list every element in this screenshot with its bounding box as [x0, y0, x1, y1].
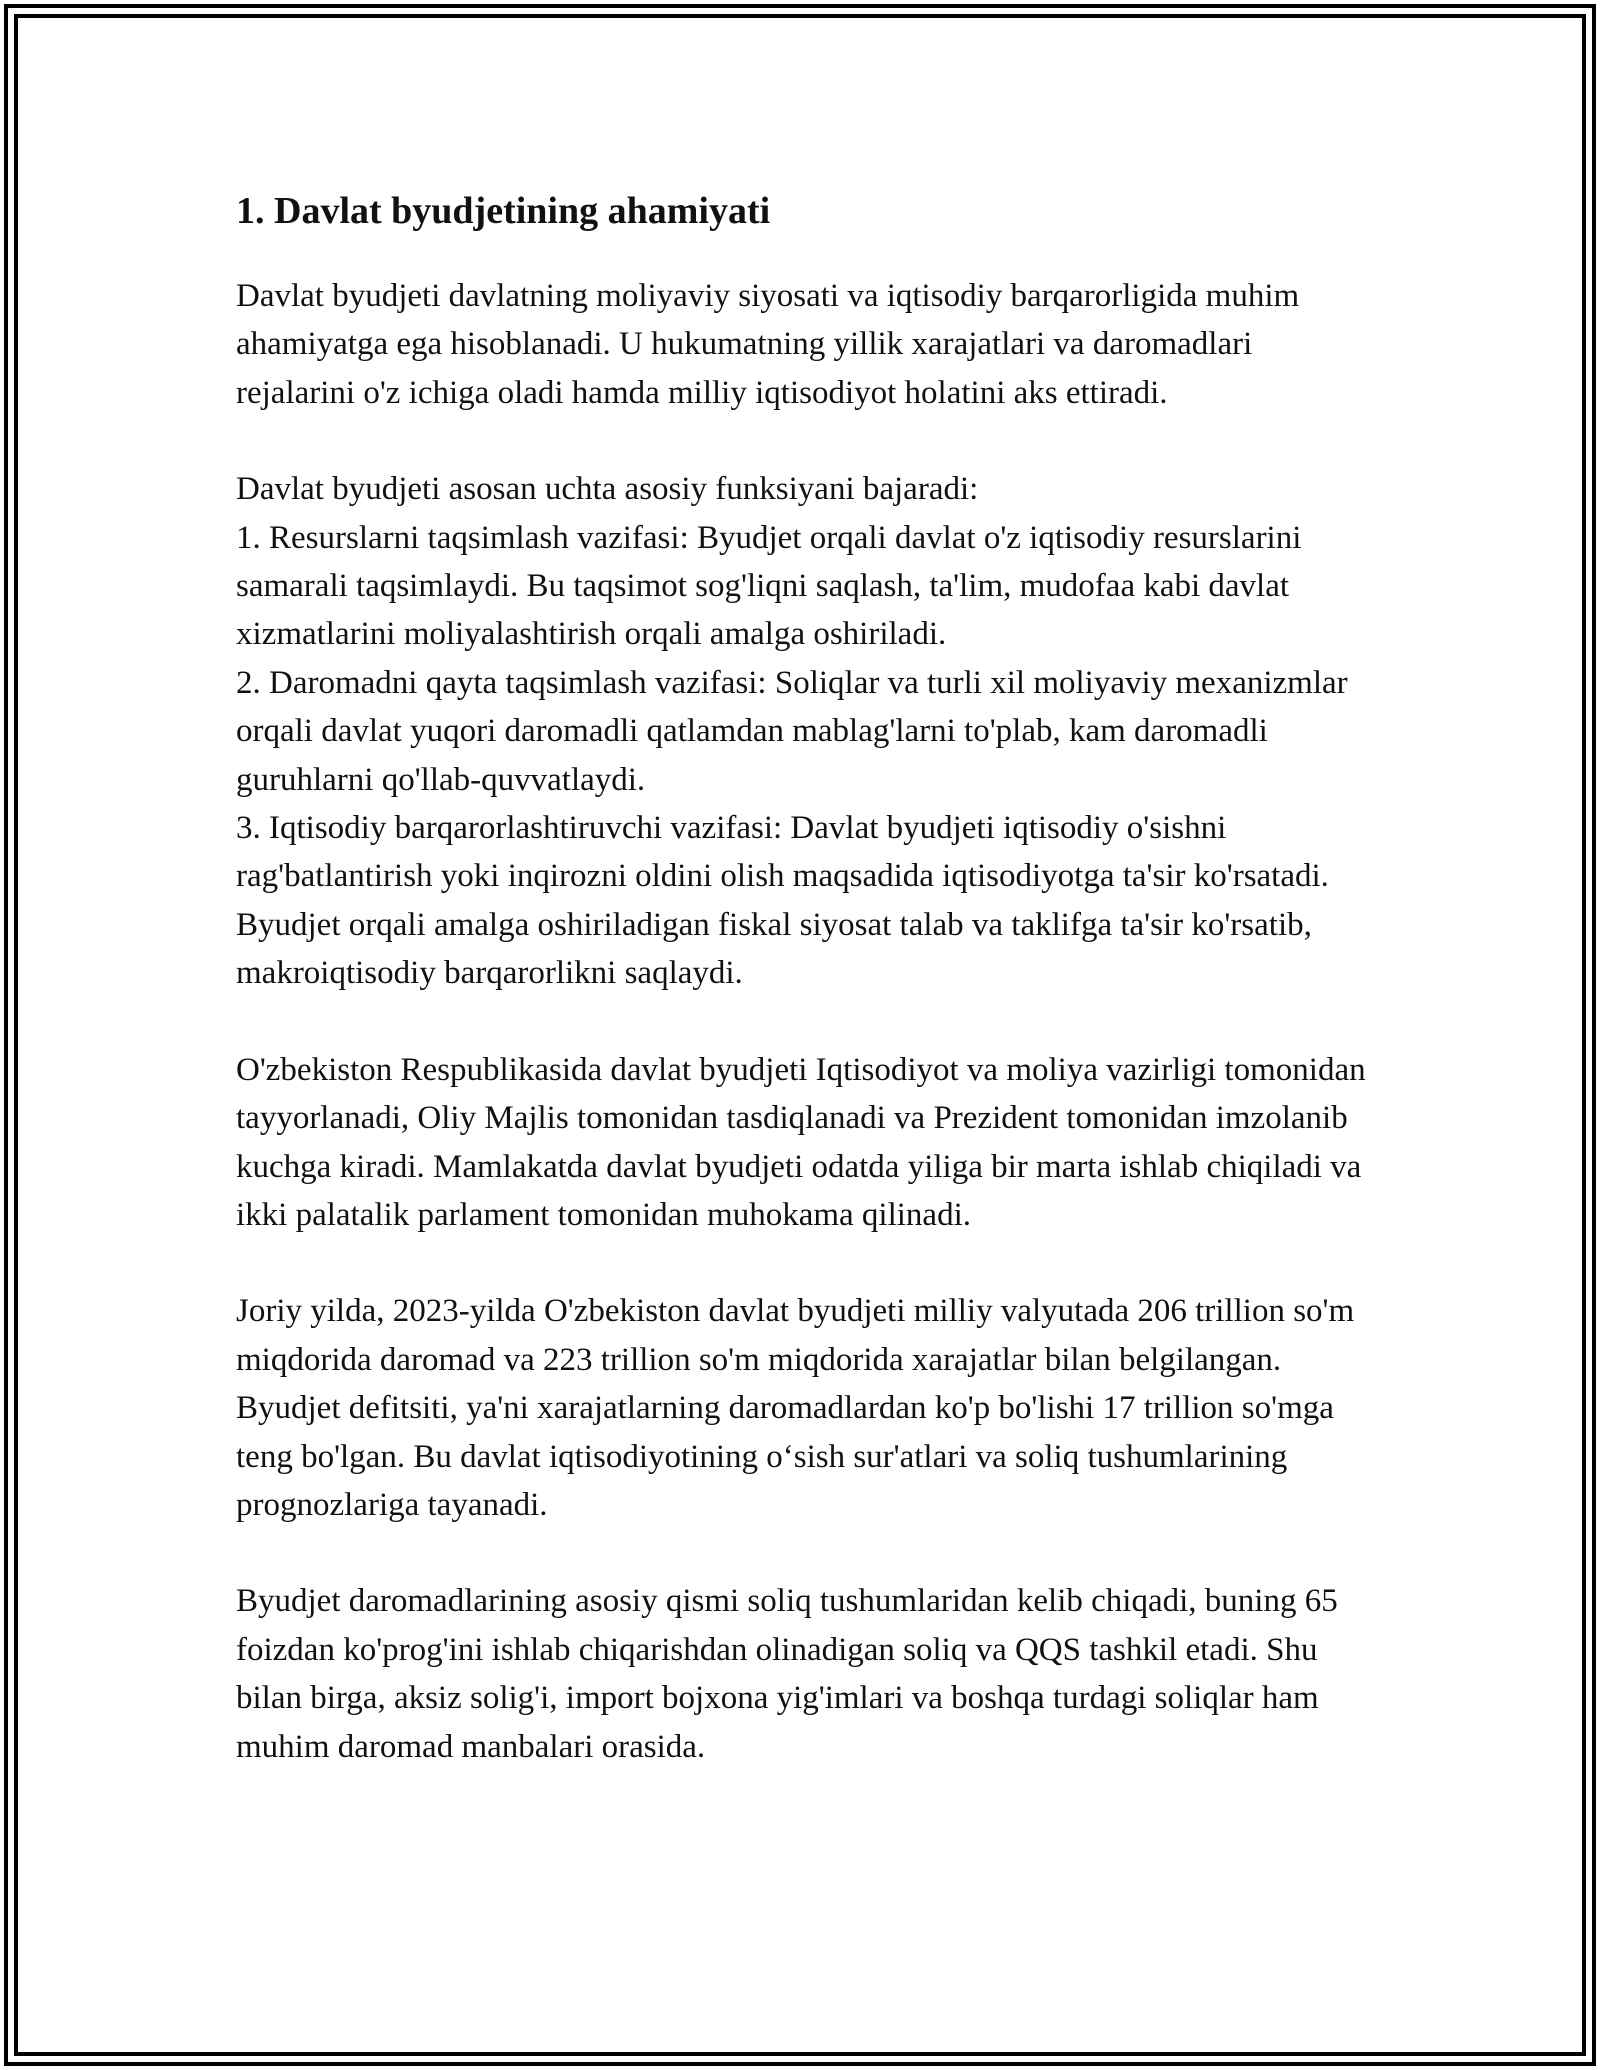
- document-body: [236, 186, 1366, 1819]
- section-heading: 1. Davlat byudjetining ahamiyati: [236, 190, 771, 232]
- function-item-economic-stabilization: 3. Iqtisodiy barqarorlashtiruvchi vazifasi: Davlat byudjeti iqtisodiy o'sishni rag'batlantirish yoki inqirozni oldini olish maqsadida iqtisodiyotga ta'sir ko'rsatadi. Byudjet orqali amalga oshiriladigan fiskal siyosat talab va taklifga ta'sir ko'rsatib, makroiqtisodiy barqarorlikni saqlaydi.: [236, 810, 1329, 992]
- budget-process-block: [236, 1046, 1366, 1240]
- revenue-sources-block: [236, 1577, 1366, 1771]
- function-item-resource-allocation: 1. Resurslarni taqsimlash vazifasi: Byudjet orqali davlat o'z iqtisodiy resurslarini samarali taqsimlaydi. Bu taqsimot sog'liqni saqlash, ta'lim, mudofaa kabi davlat xizmatlarini moliyalashtirish orqali amalga oshiriladi.: [236, 519, 1302, 653]
- functions-block: [236, 465, 1366, 997]
- function-item-income-redistribution: 2. Daromadni qayta taqsimlash vazifasi: Soliqlar va turli xil moliyaviy mexanizmlar orqali davlat yuqori daromadli qatlamdan mablag'larni to'plab, kam daromadli guruhlarni qo'llab-quvvatlaydi.: [236, 664, 1348, 798]
- budget-2023-block: [236, 1287, 1366, 1529]
- revenue-sources-paragraph: Byudjet daromadlarining asosiy qismi soliq tushumlaridan kelib chiqadi, buning 65 foizdan ko'prog'ini ishlab chiqarishdan olinadigan soliq va QQS tashkil etadi. Shu bilan birga, aksiz solig'i, import bojxona yig'imlari va boshqa turdagi soliqlar ham muhim daromad manbalari orasida.: [236, 1583, 1338, 1765]
- budget-process-paragraph: O'zbekiston Respublikasida davlat byudjeti Iqtisodiyot va moliya vazirligi tomonidan tayyorlanadi, Oliy Majlis tomonidan tasdiqlanadi va Prezident tomonidan imzolanib kuchga kiradi. Mamlakatda davlat byudjeti odatda yiliga bir marta ishlab chiqiladi va ikki palatalik parlament tomonidan muhokama qilinadi.: [236, 1051, 1366, 1233]
- functions-intro: Davlat byudjeti asosan uchta asosiy funksiyani bajaradi:: [236, 471, 979, 508]
- intro-paragraph-block: [236, 272, 1366, 417]
- intro-paragraph: Davlat byudjeti davlatning moliyaviy siyosati va iqtisodiy barqarorligida muhim ahamiyatga ega hisoblanadi. U hukumatning yillik xarajatlari va daromadlari rejalarini o'z ichiga oladi hamda milliy iqtisodiyot holatini aks ettiradi.: [236, 278, 1300, 411]
- budget-2023-paragraph: Joriy yilda, 2023-yilda O'zbekiston davlat byudjeti milliy valyutada 206 trillion so'm miqdorida daromad va 223 trillion so'm miqdorida xarajatlar bilan belgilangan. Byudjet defitsiti, ya'ni xarajatlarning daromadlardan ko'p bo'lishi 17 trillion so'mga teng bo'lgan. Bu davlat iqtisodiyotining o‘sish sur'atlari va soliq tushumlarining prognozlariga tayanadi.: [236, 1293, 1355, 1523]
